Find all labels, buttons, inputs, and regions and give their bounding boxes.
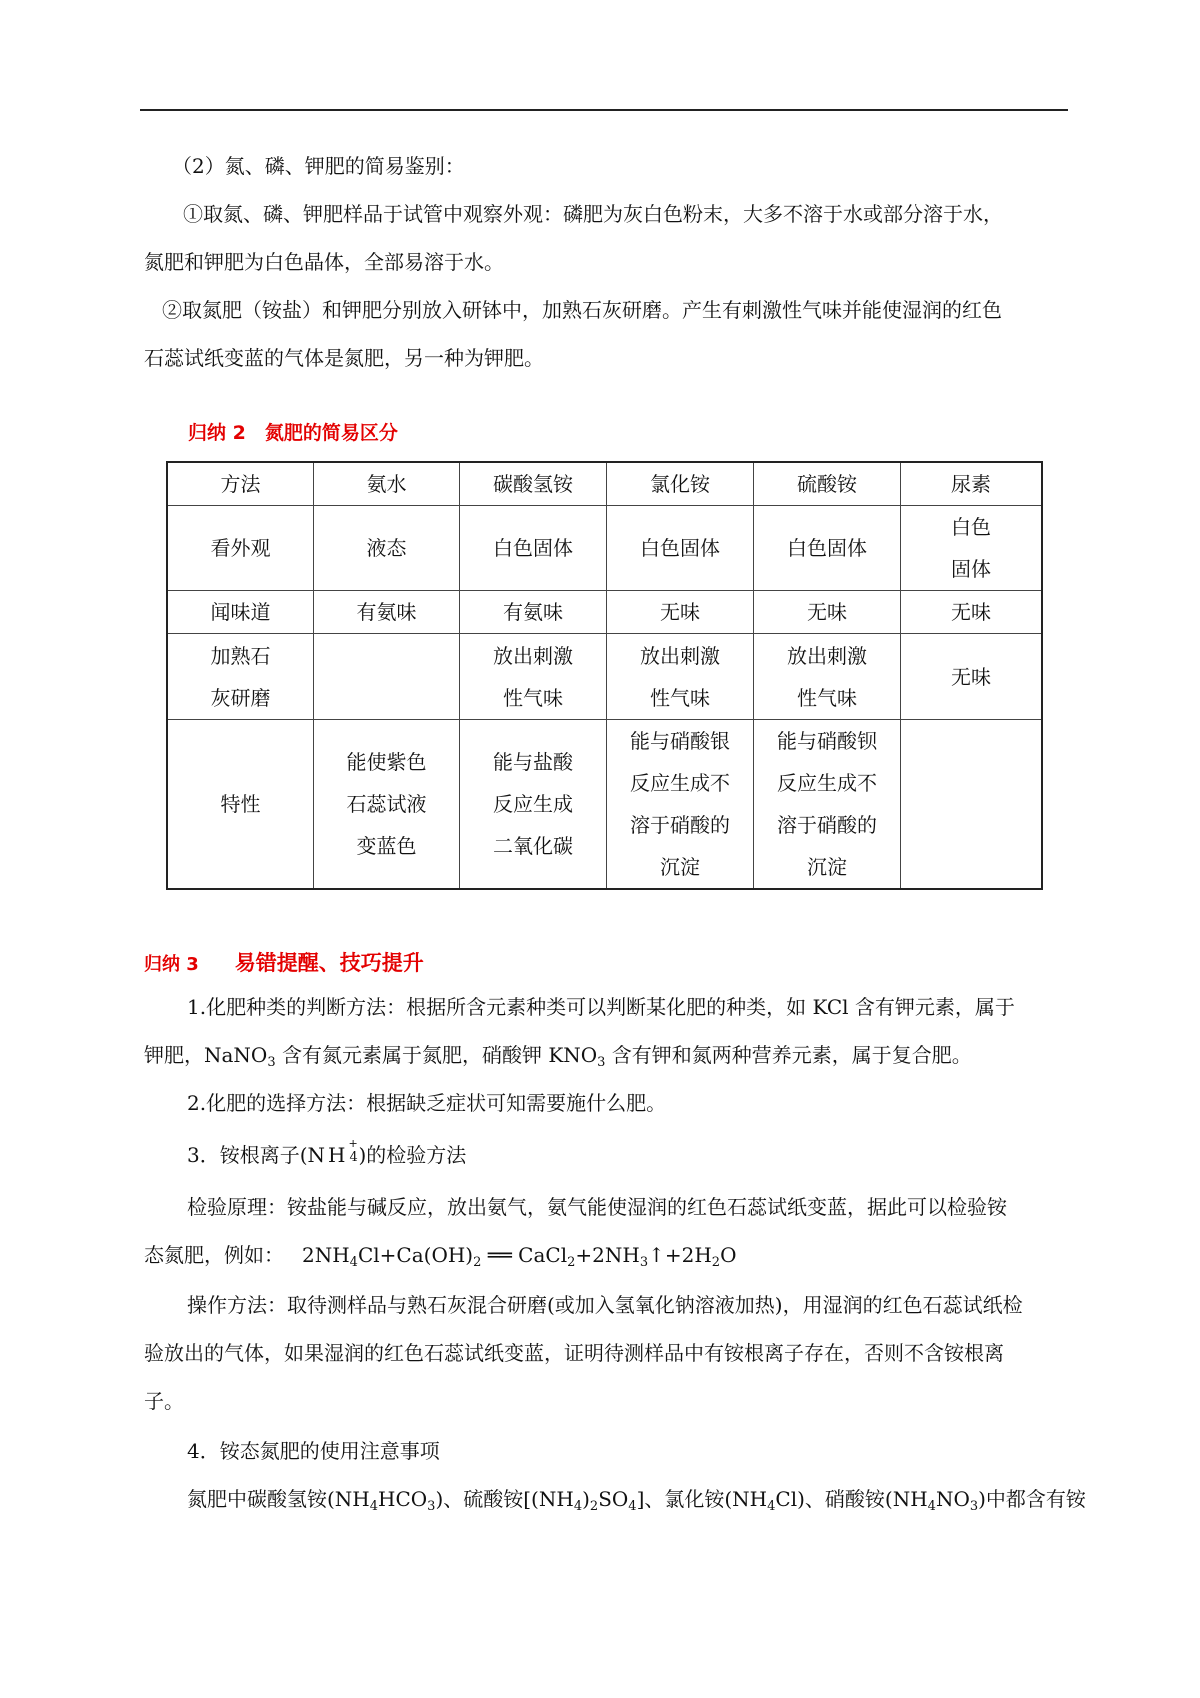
table-cell: 无味 <box>754 591 901 634</box>
table-row-label: 闻味道 <box>167 591 314 634</box>
table-cell: 能与硝酸钡 反应生成不 溶于硝酸的 沉淀 <box>754 720 901 890</box>
tip3-principle-line: 检验原理：铵盐能与碱反应，放出氨气，氨气能使湿润的红色石蕊试纸变蓝，据此可以检验铵 <box>187 1195 1007 1219</box>
table-cell: 能使紫色 石蕊试液 变蓝色 <box>314 720 460 890</box>
table-cell: 有氨味 <box>460 591 607 634</box>
tip3-principle-line: 态氮肥，例如： $2NH_4Cl+Ca(OH)_2$ ══ $CaCl_2+2NH_3↑+2H_2O$ <box>144 1243 737 1270</box>
table-cell: 放出刺激 性气味 <box>754 634 901 720</box>
table-header-cell: 氨水 <box>314 462 460 506</box>
paragraph-line: 石蕊试纸变蓝的气体是氮肥，另一种为钾肥。 <box>144 346 544 370</box>
paragraph-line: 氮肥和钾肥为白色晶体，全部易溶于水。 <box>144 250 504 274</box>
guina3-heading <box>144 947 424 977</box>
table-header-row <box>167 462 1042 506</box>
guina2-heading: 归纳 2 氮肥的简易区分 <box>188 422 398 444</box>
header-rule <box>140 109 1068 111</box>
table-cell <box>314 634 460 720</box>
table-cell <box>901 720 1043 890</box>
table-row <box>167 591 1042 634</box>
section-title: （2）氮、磷、钾肥的简易鉴别： <box>172 154 465 178</box>
nitrogen-fertilizer-table <box>166 461 1043 890</box>
table-header-cell: 硫酸铵 <box>754 462 901 506</box>
table-header-cell: 碳酸氢铵 <box>460 462 607 506</box>
guina3-title: 易错提醒、技巧提升 <box>234 951 424 975</box>
table-row <box>167 506 1042 591</box>
table-row <box>167 634 1042 720</box>
table-cell: 放出刺激 性气味 <box>607 634 754 720</box>
tip2-line: 2.化肥的选择方法：根据缺乏症状可知需要施什么肥。 <box>187 1091 667 1115</box>
tip3-method-line: 验放出的气体，如果湿润的红色石蕊试纸变蓝，证明待测样品中有铵根离子存在，否则不含铵根离 <box>144 1341 1004 1365</box>
table-header-cell: 尿素 <box>901 462 1043 506</box>
table-header-cell: 氯化铵 <box>607 462 754 506</box>
tip1-line: 1.化肥种类的判断方法：根据所含元素种类可以判断某化肥的种类，如 KCl 含有钾元素，属于 <box>187 995 1015 1019</box>
table-cell: 白色固体 <box>460 506 607 591</box>
table-row <box>167 720 1042 890</box>
guina3-tag: 归纳 3 <box>144 954 199 975</box>
table-row-label: 看外观 <box>167 506 314 591</box>
table-header-cell: 方法 <box>167 462 314 506</box>
table-cell: 液态 <box>314 506 460 591</box>
table-cell: 白色固体 <box>607 506 754 591</box>
tip4-title: 4．铵态氮肥的使用注意事项 <box>187 1439 440 1463</box>
table-cell: 白色固体 <box>754 506 901 591</box>
tip4-line: 氮肥中碳酸氢铵$(NH_4HCO_3)$、硫酸铵$[(NH_4)_2SO_4]$、氯化铵$(NH_4Cl)$、硝酸铵$(NH_4NO_3)$中都含有铵 <box>187 1487 1086 1514</box>
table-cell: 白色 固体 <box>901 506 1043 591</box>
table-cell: 无味 <box>901 591 1043 634</box>
table-cell: 能与盐酸 反应生成 二氧化碳 <box>460 720 607 890</box>
paragraph-line: ①取氮、磷、钾肥样品于试管中观察外观：磷肥为灰白色粉末，大多不溶于水或部分溶于水， <box>183 202 1003 226</box>
table-cell: 有氨味 <box>314 591 460 634</box>
tip3-title: 3．铵根离子(NH + 4 )的检验方法 <box>187 1137 467 1167</box>
tip1-line: 钾肥，NaNO$_3$ 含有氮元素属于氮肥，硝酸钾 $KNO_3$ 含有钾和氮两种营养元素，属于复合肥。 <box>144 1043 972 1070</box>
tip3-method-line: 子。 <box>144 1389 184 1413</box>
table-row-label: 特性 <box>167 720 314 890</box>
table-row-label: 加熟石 灰研磨 <box>167 634 314 720</box>
ammonium-ion: NH + 4 <box>307 1137 361 1167</box>
table-cell: 无味 <box>607 591 754 634</box>
table-cell: 无味 <box>901 634 1043 720</box>
tip3-method-line: 操作方法：取待测样品与熟石灰混合研磨(或加入氢氧化钠溶液加热)，用湿润的红色石蕊试纸检 <box>187 1293 1023 1317</box>
paragraph-line: ②取氮肥（铵盐）和钾肥分别放入研钵中，加熟石灰研磨。产生有刺激性气味并能使湿润的红色 <box>162 298 1002 322</box>
chemical-equation: $2NH_4Cl+Ca(OH)_2$ ══ $CaCl_2+2NH_3↑+2H_2O$ <box>302 1243 737 1270</box>
table-cell: 能与硝酸银 反应生成不 溶于硝酸的 沉淀 <box>607 720 754 890</box>
table-cell: 放出刺激 性气味 <box>460 634 607 720</box>
